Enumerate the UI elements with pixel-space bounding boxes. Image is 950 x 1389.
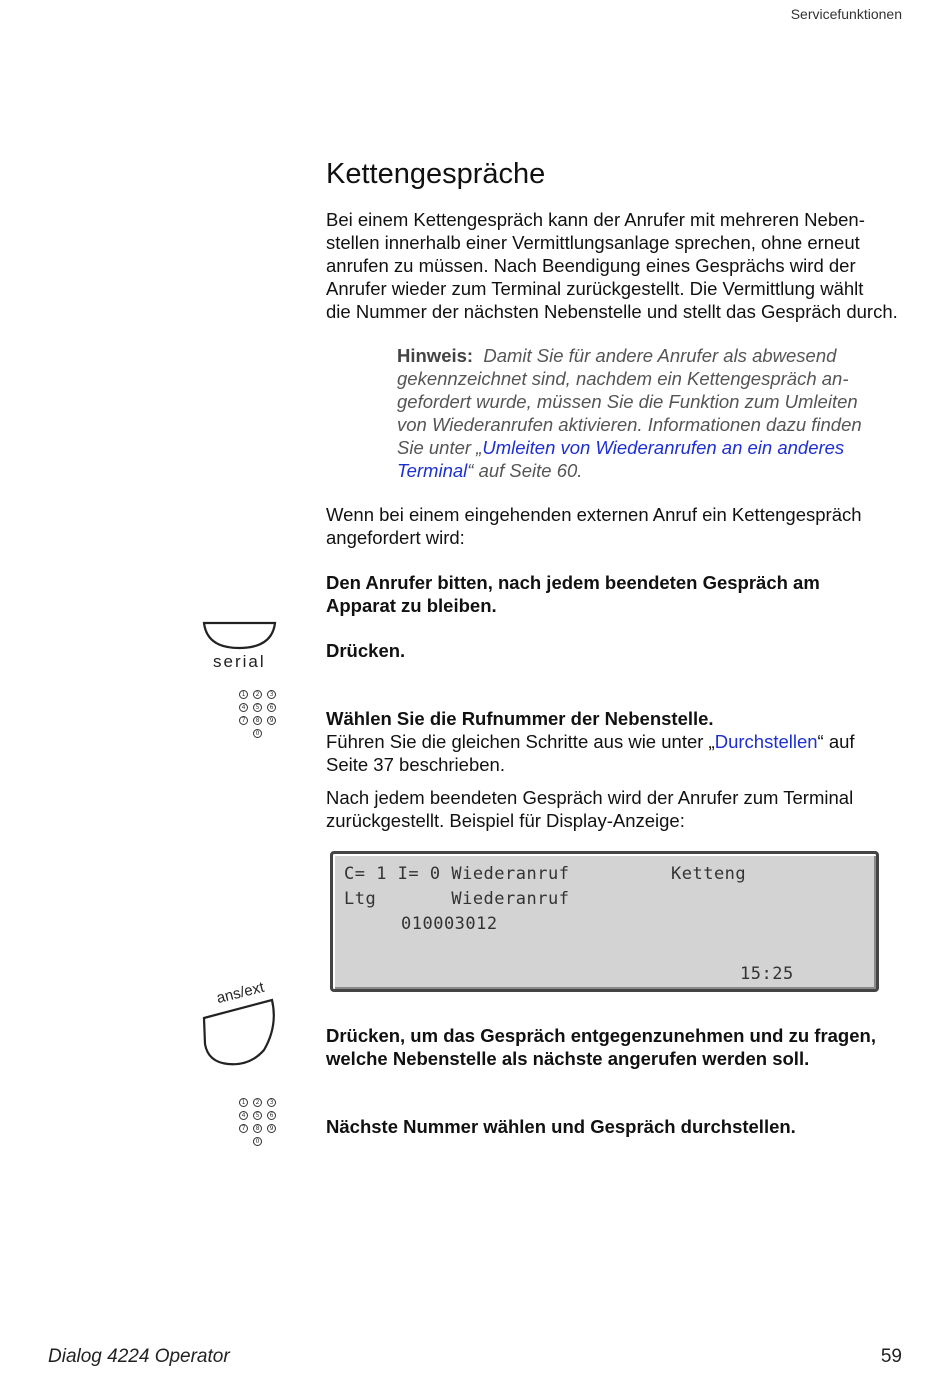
condition-line: Wenn bei einem eingehenden externen Anruf ein Kettengespräch xyxy=(326,504,862,525)
step-ask-line: Apparat zu bleiben. xyxy=(326,595,497,616)
display-line-2: Ltg Wiederanruf xyxy=(344,889,570,909)
intro-line: Bei einem Kettengespräch kann der Anrufer mit mehreren Neben- xyxy=(326,209,865,230)
keypad-digit: 0 xyxy=(253,729,262,738)
keypad-digit: 3 xyxy=(267,690,276,699)
step-after-line: zurückgestellt. Beispiel für Display-Anzeige: xyxy=(326,810,685,831)
keypad-digit: 3 xyxy=(267,1098,276,1107)
display-time: 15:25 xyxy=(740,964,794,984)
note-text: Damit Sie für andere Anrufer als abwesend xyxy=(483,345,837,366)
note-label: Hinweis: xyxy=(397,345,474,366)
intro-line: Anrufer wieder zum Terminal zurückgestellt. Die Vermittlung wählt xyxy=(326,278,864,299)
keypad-digit: 4 xyxy=(239,1111,248,1120)
note-link[interactable]: Umleiten von Wiederanrufen an ein anderes xyxy=(482,437,845,458)
step-dial-desc: “ auf xyxy=(817,731,855,752)
keypad-icon xyxy=(239,690,281,746)
step-ask-line: Den Anrufer bitten, nach jedem beendeten Gespräch am xyxy=(326,572,820,593)
keypad-digit: 1 xyxy=(239,690,248,699)
running-header: Servicefunktionen xyxy=(790,6,902,22)
keypad-icon xyxy=(239,1098,281,1154)
page-number: 59 xyxy=(880,1346,902,1367)
step-next: Nächste Nummer wählen und Gespräch durchstellen. xyxy=(326,1116,796,1137)
step-after xyxy=(326,786,911,832)
keypad-digit: 6 xyxy=(267,703,276,712)
keypad-digit: 2 xyxy=(253,1098,262,1107)
condition-line: angefordert wird: xyxy=(326,527,465,548)
condition-paragraph xyxy=(326,503,911,549)
note-link[interactable]: Terminal xyxy=(397,460,468,481)
keypad-digit: 9 xyxy=(267,1124,276,1133)
intro-paragraph xyxy=(326,208,911,323)
step-press: Drücken. xyxy=(326,640,406,661)
step-answer-line: Drücken, um das Gespräch entgegenzunehmen und zu fragen, xyxy=(326,1025,876,1046)
step-answer-line: welche Nebenstelle als nächste angerufen werden soll. xyxy=(326,1048,810,1069)
intro-line: anrufen zu müssen. Nach Beendigung eines Gesprächs wird der xyxy=(326,255,856,276)
step-dial xyxy=(326,707,911,776)
footer-product: Dialog 4224 Operator xyxy=(48,1346,230,1367)
note-text: “ auf Seite 60. xyxy=(467,460,583,481)
note-text: Sie unter „ xyxy=(397,437,483,458)
note-text: gefordert wurde, müssen Sie die Funktion zum Umleiten xyxy=(397,391,858,412)
note-block xyxy=(397,344,897,482)
keypad-digit: 7 xyxy=(239,716,248,725)
ansext-key-icon xyxy=(200,996,280,1070)
keypad-digit: 0 xyxy=(253,1137,262,1146)
step-dial-desc: Seite 37 beschrieben. xyxy=(326,754,505,775)
keypad-digit: 9 xyxy=(267,716,276,725)
keypad-digit: 4 xyxy=(239,703,248,712)
intro-line: die Nummer der nächsten Nebenstelle und stellt das Gespräch durch. xyxy=(326,301,898,322)
keypad-digit: 1 xyxy=(239,1098,248,1107)
step-dial-title: Wählen Sie die Rufnummer der Nebenstelle. xyxy=(326,708,714,729)
keypad-digit: 8 xyxy=(253,1124,262,1133)
ansext-key-label: ans/ext xyxy=(214,978,266,1007)
intro-line: stellen innerhalb einer Vermittlungsanlage sprechen, ohne erneut xyxy=(326,232,860,253)
display-line-3: 010003012 xyxy=(401,914,498,934)
display-line-1-right: Ketteng xyxy=(671,864,747,884)
step-ask xyxy=(326,571,911,617)
keypad-digit: 5 xyxy=(253,1111,262,1120)
serial-key-icon xyxy=(202,620,278,652)
keypad-digit: 6 xyxy=(267,1111,276,1120)
step-dial-desc: Führen Sie die gleichen Schritte aus wie unter „ xyxy=(326,731,715,752)
step-after-line: Nach jedem beendeten Gespräch wird der Anrufer zum Terminal xyxy=(326,787,854,808)
step-answer xyxy=(326,1024,911,1070)
serial-key-label: serial xyxy=(213,652,266,671)
keypad-digit: 5 xyxy=(253,703,262,712)
note-text: von Wiederanrufen aktivieren. Informationen dazu finden xyxy=(397,414,862,435)
durchstellen-link[interactable]: Durchstellen xyxy=(714,731,818,752)
page-title: Kettengespräche xyxy=(326,158,546,190)
keypad-digit: 7 xyxy=(239,1124,248,1133)
keypad-digit: 8 xyxy=(253,716,262,725)
note-text: gekennzeichnet sind, nachdem ein Kettengespräch an- xyxy=(397,368,849,389)
keypad-digit: 2 xyxy=(253,690,262,699)
display-line-1: C= 1 I= 0 Wiederanruf xyxy=(344,864,570,884)
display-panel xyxy=(330,851,879,992)
